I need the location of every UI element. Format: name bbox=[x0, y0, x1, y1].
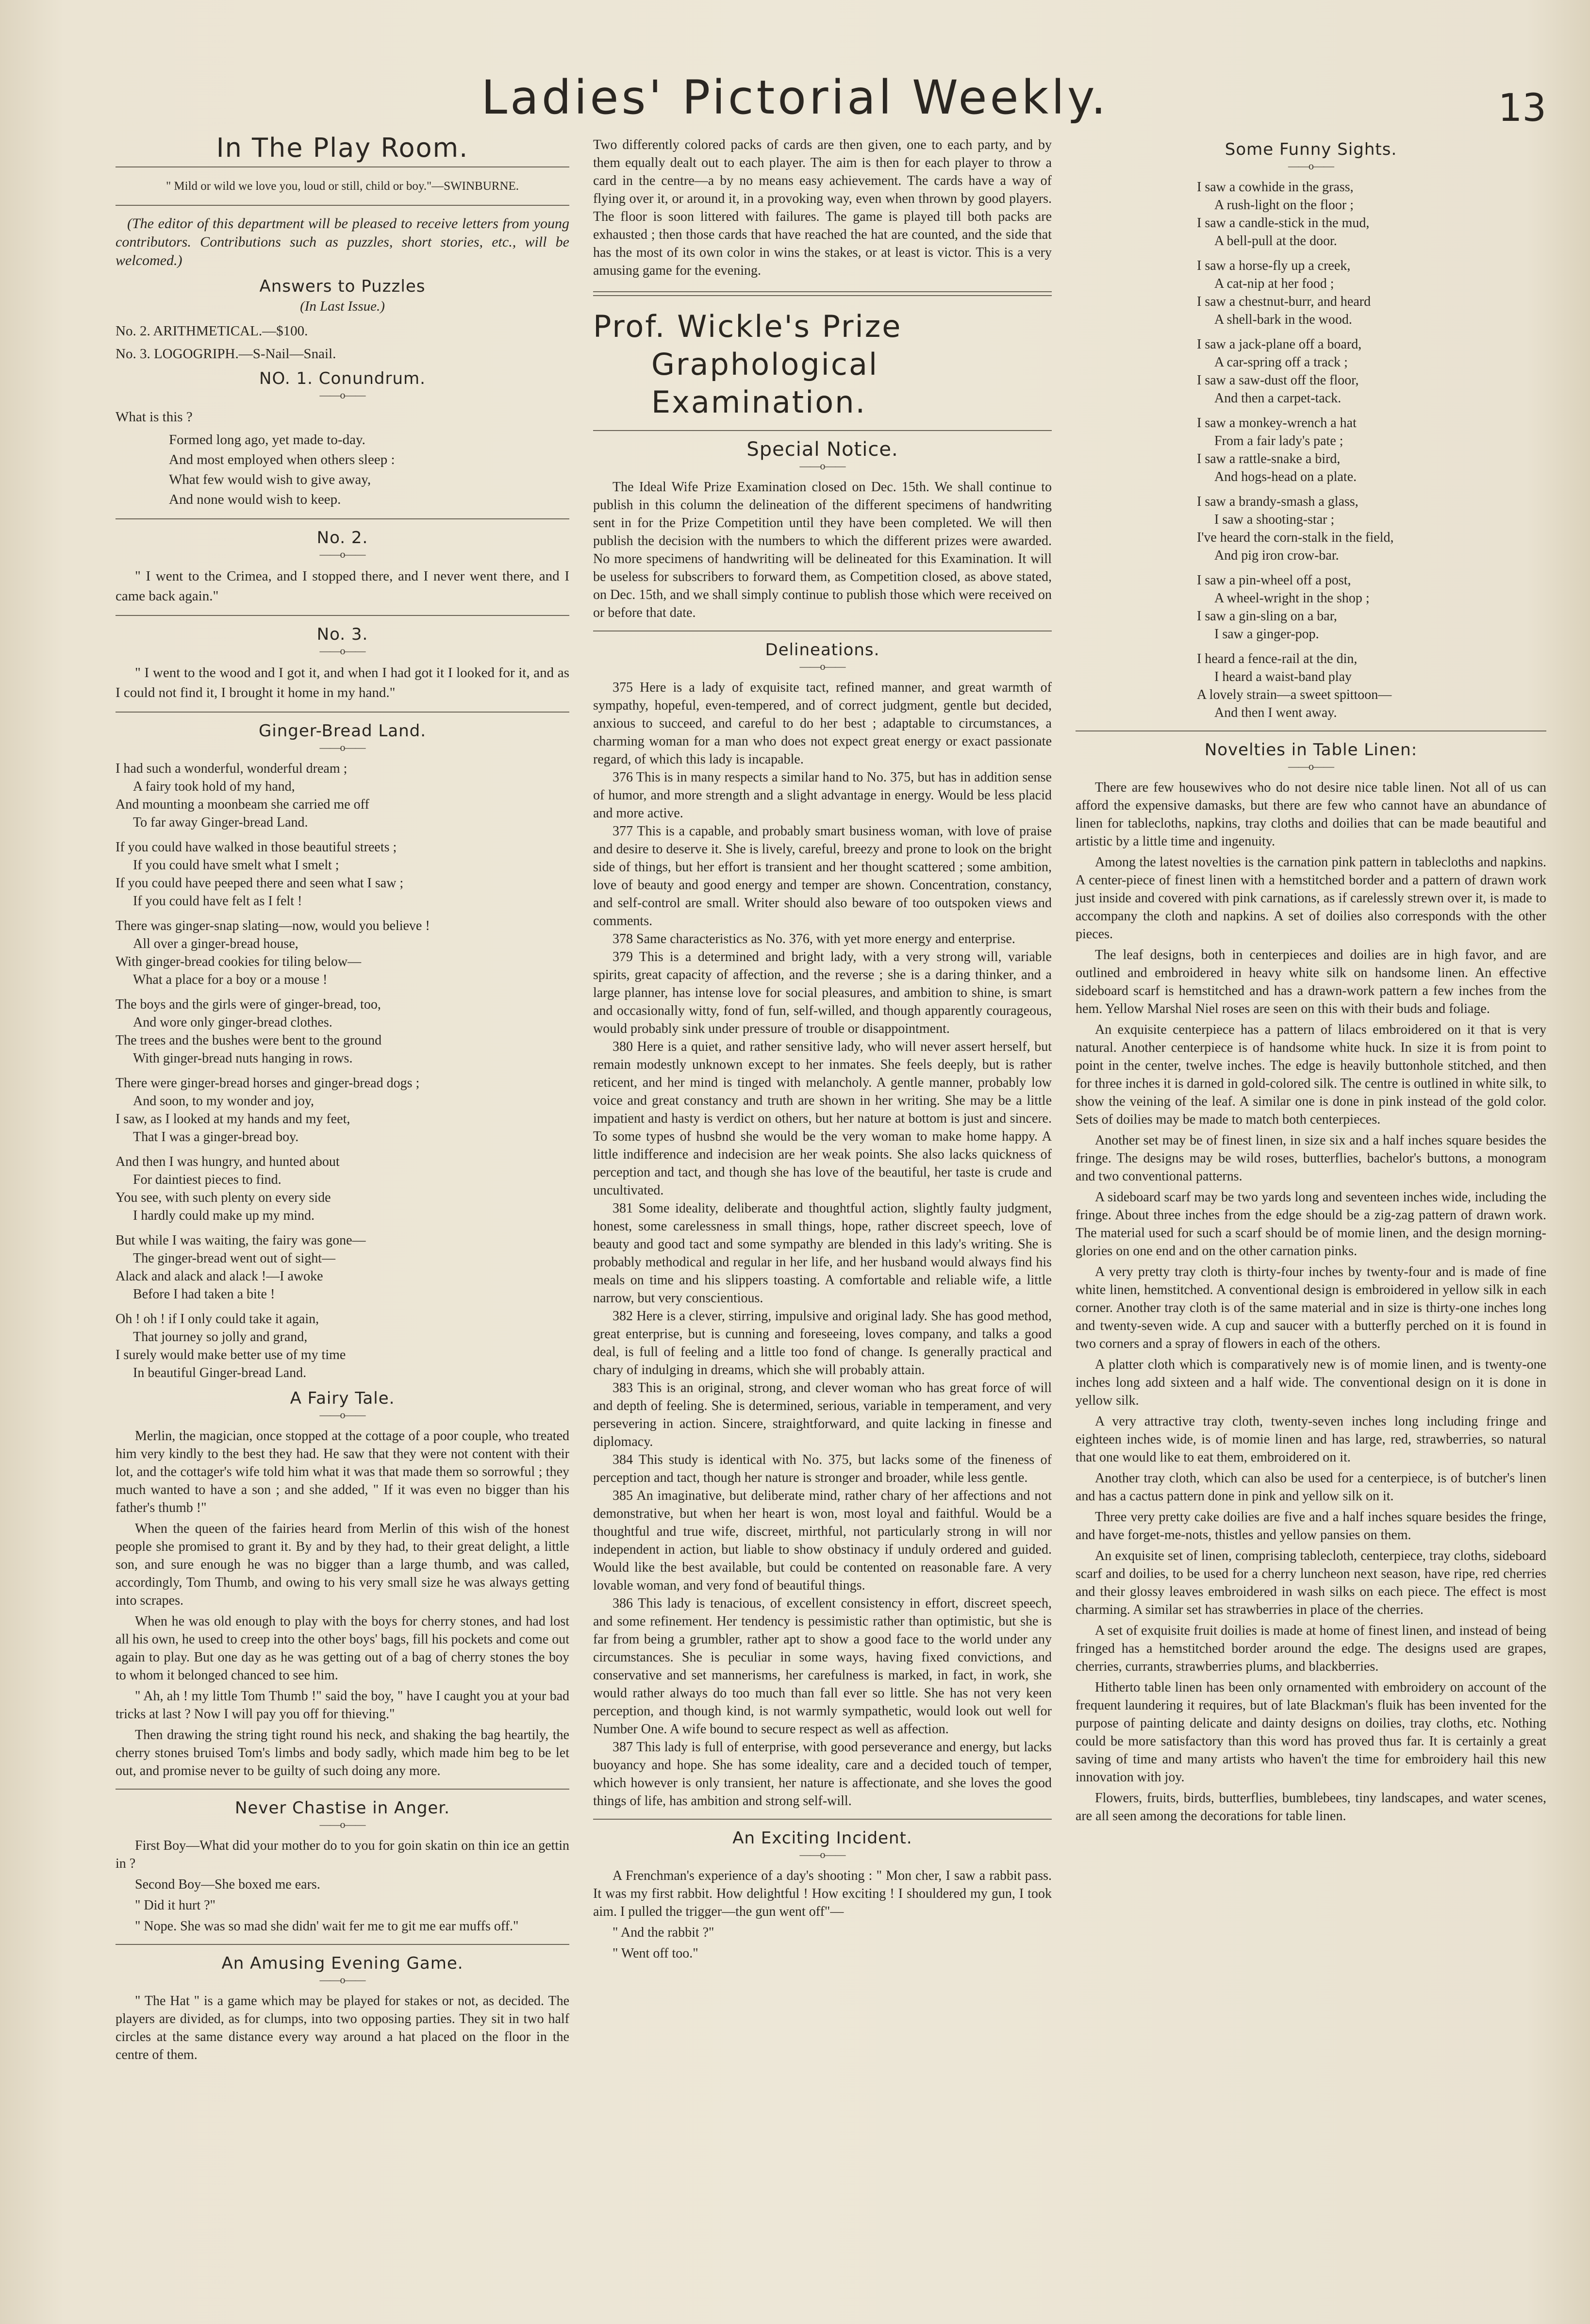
stanza bbox=[1197, 650, 1546, 722]
exciting-incident-body bbox=[593, 1867, 1052, 1962]
verse-line: That journey so jolly and grand, bbox=[133, 1329, 308, 1345]
ornament: ——o—— bbox=[799, 660, 845, 672]
stanza bbox=[116, 838, 569, 910]
ornament: ——o—— bbox=[319, 1818, 365, 1830]
answers-subtitle: (In Last Issue.) bbox=[300, 299, 385, 314]
conundrum-2-title: No. 2. bbox=[316, 528, 368, 548]
dialogue-line: " Nope. She was so mad she didn' wait fer me to git me ear muffs off." bbox=[135, 1919, 519, 1934]
verse-line: And most employed when others sleep : bbox=[169, 452, 395, 467]
dialogue-line: " Did it hurt ?" bbox=[135, 1898, 215, 1913]
stanza bbox=[1197, 335, 1546, 407]
verse-line: A shell-bark in the wood. bbox=[1214, 312, 1352, 327]
verse-line: And hogs-head on a plate. bbox=[1214, 469, 1357, 484]
stanza bbox=[1197, 257, 1546, 329]
linen-para: There are few housewives who do not desire nice table linen. Not all of us can afford the expensive damasks, but there are few who cannot have an abundance of linen for tablecloths, napkins, tray cloths and doilies that can be made beautiful and artistic by a little time and ingenuity. bbox=[1076, 780, 1546, 849]
answer-line: No. 3. LOGOGRIPH.—S-Nail—Snail. bbox=[116, 346, 336, 362]
linen-para: An exquisite centerpiece has a pattern of lilacs embroidered on it that is very natural. Another centerpiece is of handsome white huck. In size it is from point to point in the center, twelve inches. The edge is heavily buttonhole stitched, and then for three inches it is darned in gold-colored silk. The centre is outlined in white silk, to show the veining of the leaf. A similar one is done in pink instead of the gold color. Sets of doilies may be made to match both centerpieces. bbox=[1076, 1022, 1546, 1127]
verse-line: A bell-pull at the door. bbox=[1214, 233, 1337, 249]
divider bbox=[593, 430, 1052, 431]
wickle-title-line2: Graphological Examination. bbox=[651, 347, 879, 420]
column-left bbox=[116, 133, 569, 2067]
verse-line: And none would wish to keep. bbox=[169, 492, 341, 507]
verse-line: The ginger-bread went out of sight— bbox=[133, 1251, 335, 1266]
linen-para: The leaf designs, both in centerpieces and doilies are in high favor, and are outlined and embroidered in heavy white silk on handsome linen. An effective sideboard scarf is hemstitched and has a drawn-work pattern a few inches from the hem. Yellow Marshal Niel roses are seen on this with their buds and foliage. bbox=[1076, 947, 1546, 1016]
verse-line: There were ginger-bread horses and ginger-bread dogs ; bbox=[116, 1076, 420, 1091]
stanza bbox=[116, 760, 569, 831]
verse-line: I saw a cowhide in the grass, bbox=[1197, 180, 1354, 195]
stanza bbox=[116, 996, 569, 1067]
delineations-title: Delineations. bbox=[765, 640, 880, 660]
linen-para: Hitherto table linen has been only ornamented with embroidery on account of the frequent laundering it requires, but of late Blackman's fluik has been invented for the purpose of painting delicate and dainty designs on doilies, tray cloths, etc. Nothing could be more satisfactory than this word has proved thus far. It is certainly a great saving of time and many artists who haven't the time for embroidery hail this new innovation with joy. bbox=[1076, 1680, 1546, 1785]
evening-game-title: An Amusing Evening Game. bbox=[221, 1954, 464, 1973]
stanza bbox=[116, 1074, 569, 1146]
fairy-tale-body bbox=[116, 1427, 569, 1780]
story-para: " And the rabbit ?" bbox=[613, 1925, 714, 1940]
verse-line: And then I went away. bbox=[1214, 705, 1337, 720]
divider bbox=[116, 166, 569, 167]
divider bbox=[116, 1944, 569, 1945]
verse-line: If you could have peeped there and seen what I saw ; bbox=[116, 876, 404, 891]
ornament: ——o—— bbox=[319, 1409, 365, 1421]
page-number: 13 bbox=[1498, 86, 1546, 130]
linen-para: A set of exquisite fruit doilies is made at home of finest linen, and instead of being fringed has a hemstitched border around the edge. The designs used are grapes, cherries, currants, strawberries plums, and blackberries. bbox=[1076, 1623, 1546, 1674]
verse-line: I saw a shooting-star ; bbox=[1214, 512, 1335, 527]
verse-line: A wheel-wright in the shop ; bbox=[1214, 591, 1370, 606]
conundrum-verse bbox=[116, 430, 569, 510]
verse-line: A rush-light on the floor ; bbox=[1214, 198, 1354, 213]
fairy-tale-title: A Fairy Tale. bbox=[290, 1389, 395, 1408]
verse-line: And pig iron crow-bar. bbox=[1214, 548, 1339, 563]
delineation-entry: 383 This is an original, strong, and clever woman who has great force of will and depth of feeling. She is determined, serious, variable in temperament, and very persevering in action. Sincere, straightforward, and quite lacking in finesse and diplomacy. bbox=[593, 1380, 1052, 1449]
fairy-tale-para: When the queen of the fairies heard from Merlin of this wish of the honest people she promised to grant it. By and by they had, to their great delight, a little son, and sure enough he was no bigger than a large thumb, and was called, accordingly, Tom Thumb, and owing to his very small size he was always getting into scrapes. bbox=[116, 1521, 569, 1608]
gingerbread-poem bbox=[116, 760, 569, 1382]
verse-line: I saw a horse-fly up a creek, bbox=[1197, 258, 1351, 273]
fairy-tale-para: Then drawing the string tight round his neck, and shaking the bag heartily, the cherry stones bruised Tom's limbs and body sadly, which made him beg to be let out, and promise never to be guilty of such doing any more. bbox=[116, 1727, 569, 1778]
conundrum-3-title: No. 3. bbox=[316, 625, 368, 644]
linen-para: A very attractive tray cloth, twenty-seven inches long including fringe and eighteen inches wide, is of momie linen and has large, red, strawberries, so natural that one would like to eat them, embroidered on it. bbox=[1076, 1414, 1546, 1465]
play-room-motto: " Mild or wild we love you, loud or still, child or boy."—SWINBURNE. bbox=[166, 180, 519, 193]
verse-line: I saw a ginger-pop. bbox=[1214, 627, 1319, 642]
chastise-body bbox=[116, 1837, 569, 1935]
verse-line: A fairy took hold of my hand, bbox=[133, 779, 295, 794]
ornament: ——o—— bbox=[319, 741, 365, 753]
play-room-title: In The Play Room. bbox=[216, 133, 469, 163]
divider bbox=[116, 1789, 569, 1790]
stanza bbox=[116, 1310, 569, 1382]
funny-sights-poem bbox=[1076, 178, 1546, 722]
verse-line: That I was a ginger-bread boy. bbox=[133, 1129, 299, 1145]
stanza bbox=[1197, 414, 1546, 486]
fairy-tale-para: " Ah, ah ! my little Tom Thumb !" said the boy, " have I caught you at your bad tricks at last ? Now I will pay you off for thieving." bbox=[116, 1689, 569, 1722]
linen-para: Three very pretty cake doilies are five and a half inches square besides the fringe, and have forget-me-nots, thistles and yellow pansies on them. bbox=[1076, 1510, 1546, 1543]
divider bbox=[1076, 730, 1546, 731]
wickle-title-line1: Prof. Wickle's Prize bbox=[593, 309, 902, 344]
linen-para: A very pretty tray cloth is thirty-four inches by twenty-four and is made of fine white linen, hemstitched. A conventional design is embroidered in yellow silk in each corner. Another tray cloth is of the same material and in size is thirty-one inches long and twenty-seven wide. A cup and saucer with a butterfly perched on it is found in two corners and a spray of flowers in each of the others. bbox=[1076, 1264, 1546, 1351]
verse-line: What few would wish to give away, bbox=[169, 472, 371, 487]
delineation-entry: 386 This lady is tenacious, of excellent consistency in effort, discreet speech, and some refinement. Her tendency is pessimistic rather than optimistic, but she is far from being a grumbler, rather apt to show a good face to the world under any circumstances. She is peculiar in some ways, having fixed convictions, and conservative and set mannerisms, her carefulness is marked, in fact, in work, she would rather always do too much than fall ever so little. She has not very keen perception, and though kind, is not warmly sympathetic, would look out well for Number One. A wife bound to secure respect as well as affection. bbox=[593, 1596, 1052, 1737]
linen-para: Among the latest novelties is the carnation pink pattern in tablecloths and napkins. A center-piece of finest linen with a hemstitched border and a pattern of drawn work just inside and covered with pink carnations, as if carelessly strewn over it, is made to accompany the cloth and napkins. A set of doilies also corresponds with the other pieces. bbox=[1076, 855, 1546, 942]
delineation-entry: 380 Here is a quiet, and rather sensitive lady, who will never assert herself, but remain modestly unknown except to her inmates. She feels deeply, but is rather reticent, and her mind is tinged with melancholy. A gentle manner, probably low voice and great constancy and truth are shown in her writing. She may be a little impatient and hasty is verdict on others, but her nature at bottom is just and sincere. To some types of husbnd she would be the very woman to make home happy. A little indifference and indecision are her weak points. She also lacks quickness of perception and tact, and though she has love of the beautiful, her taste is crude and uncultivated. bbox=[593, 1039, 1052, 1198]
linen-body bbox=[1076, 779, 1546, 1825]
linen-title: Novelties in Table Linen: bbox=[1204, 740, 1418, 760]
verse-line: And wore only ginger-bread clothes. bbox=[133, 1015, 332, 1030]
conundrum-2-text: " I went to the Crimea, and I stopped there, and I never went there, and I came back again." bbox=[116, 568, 569, 604]
divider bbox=[116, 518, 569, 519]
verse-line: I saw a chestnut-burr, and heard bbox=[1197, 294, 1371, 309]
verse-line: Formed long ago, yet made to-day. bbox=[169, 432, 365, 448]
verse-line: I heard a fence-rail at the din, bbox=[1197, 651, 1358, 666]
chastise-title: Never Chastise in Anger. bbox=[234, 1798, 450, 1818]
stanza bbox=[1197, 178, 1546, 250]
fairy-tale-para: Merlin, the magician, once stopped at the cottage of a poor couple, who treated him very kindly to the best they had. He saw that they were not content with their lot, and the cottager's wife told him what it was that made them so sorrowful ; they much wanted to have a son ; and she added, " If it was even no bigger than his father's thumb !" bbox=[116, 1428, 569, 1515]
verse-line: But while I was waiting, the fairy was gone— bbox=[116, 1233, 366, 1248]
ornament: ——o—— bbox=[319, 548, 365, 560]
fairy-tale-para: When he was old enough to play with the boys for cherry stones, and had lost all his own, he used to creep into the other boys' bags, fill his pockets and come out again to play. But one day as he was getting out of a bag of cherry stones the boy to whom it belonged chanced to see him. bbox=[116, 1614, 569, 1683]
verse-line: If you could have smelt what I smelt ; bbox=[133, 858, 339, 873]
delineation-entry: 379 This is a determined and bright lady, with a very strong will, variable spirits, great capacity of affection, and the reverse ; she is a daring thinker, and a large planner, has intense love for social pleasures, and ambition to shine, is smart and occasionally witty, fond of fun, self-willed, and though apparently courageous, would probably sink under pressure of trouble or disappointment. bbox=[593, 949, 1052, 1036]
verse-line: I saw a pin-wheel off a post, bbox=[1197, 573, 1351, 588]
linen-para: A sideboard scarf may be two yards long and seventeen inches wide, including the fringe. About three inches from the edge should be a zig-zag pattern of drawn work. The material used for such a scarf should be of momie linen, and the design morning-glories on one end and on the other carnation pinks. bbox=[1076, 1190, 1546, 1259]
ornament: ——o—— bbox=[1288, 160, 1334, 172]
verse-line: Alack and alack and alack !—I awoke bbox=[116, 1269, 323, 1284]
verse-line: I saw a candle-stick in the mud, bbox=[1197, 216, 1370, 231]
story-para: " Went off too." bbox=[613, 1946, 698, 1961]
divider bbox=[116, 615, 569, 616]
verse-line: To far away Ginger-bread Land. bbox=[133, 815, 308, 830]
column-middle bbox=[593, 136, 1052, 1965]
verse-line: I saw a saw-dust off the floor, bbox=[1197, 373, 1359, 388]
delineation-entry: 382 Here is a clever, stirring, impulsive and original lady. She has good method, great enterprise, but is cunning and foreseeing, loves company, and talks a good deal, is full of feeling and a little too fond of change. Is generally practical and chary of indulging in dreams, which she will probably attain. bbox=[593, 1309, 1052, 1378]
stanza bbox=[1197, 571, 1546, 643]
verse-line: A car-spring off a track ; bbox=[1214, 355, 1348, 370]
verse-line: I heard a waist-band play bbox=[1214, 669, 1352, 684]
special-notice-title: Special Notice. bbox=[746, 438, 898, 461]
conundrum-title: NO. 1. Conundrum. bbox=[259, 369, 426, 388]
delineation-entry: 381 Some ideality, deliberate and thoughtful action, slightly faulty judgment, honest, some carelessness in small things, hope, rather discreet speech, love of beauty and good tact and some sympathy are blended in this lady's writing. She is probably methodical and regular in her life, and her husband would always find his meals on time and his slippers toasting. A comfortable and reliable wife, a little narrow, but very conscientious. bbox=[593, 1201, 1052, 1306]
verse-line: Oh ! oh ! if I only could take it again, bbox=[116, 1311, 319, 1327]
answers-title: Answers to Puzzles bbox=[259, 277, 426, 296]
linen-para: A platter cloth which is comparatively new is of momie linen, and is twenty-one inches long add sixteen and a half wide. The conventional design on it is done in yellow silk. bbox=[1076, 1357, 1546, 1408]
story-para: A Frenchman's experience of a day's shooting : " Mon cher, I saw a rabbit pass. It was my first rabbit. How delightful ! How exciting ! I shouldered my gun, I took aim. I pulled the trigger—the gun went off"— bbox=[593, 1868, 1052, 1919]
verse-line: You see, with such plenty on every side bbox=[116, 1190, 331, 1205]
column-right bbox=[1076, 136, 1546, 1828]
linen-para: Another set may be of finest linen, in size six and a half inches square besides the fringe. The designs may be wild roses, butterflies, bachelor's buttons, a monogram and two conventional patterns. bbox=[1076, 1133, 1546, 1184]
verse-line: With ginger-bread cookies for tiling below— bbox=[116, 954, 362, 969]
verse-line: What a place for a boy or a mouse ! bbox=[133, 972, 328, 987]
divider bbox=[593, 1819, 1052, 1820]
dialogue-line: First Boy—What did your mother do to you for goin skatin on thin ice an gettin in ? bbox=[116, 1838, 569, 1871]
funny-sights-title: Some Funny Sights. bbox=[1225, 140, 1397, 159]
divider bbox=[116, 712, 569, 713]
verse-line: I saw a brandy-smash a glass, bbox=[1197, 494, 1358, 509]
linen-para: Another tray cloth, which can also be used for a centerpiece, is of butcher's linen and has a cactus pattern done in pink and yellow silk on it. bbox=[1076, 1471, 1546, 1504]
stanza bbox=[1197, 493, 1546, 564]
delineation-entry: 385 An imaginative, but deliberate mind, rather chary of her affections and not demonstrative, but when her heart is won, most loyal and faithful. Would be a thoughtful and true wife, discreet, mirthful, not particularly strong in will nor independent in action, but liable to show obstinacy if unduly ordered and guided. Would like the best available, but could be contented on reasonable fare. A very lovable woman, and very fond of beautiful things. bbox=[593, 1488, 1052, 1593]
verse-line: And then a carpet-tack. bbox=[1214, 391, 1342, 406]
verse-line: If you could have felt as I felt ! bbox=[133, 894, 302, 909]
verse-line: From a fair lady's pate ; bbox=[1214, 433, 1343, 448]
verse-line: A lovely strain—a sweet spittoon— bbox=[1197, 687, 1392, 702]
answer-line: No. 2. ARITHMETICAL.—$100. bbox=[116, 323, 308, 339]
divider bbox=[116, 205, 569, 206]
conundrum-question: What is this ? bbox=[116, 409, 193, 425]
verse-line: I surely would make better use of my time bbox=[116, 1347, 346, 1362]
ornament: ——o—— bbox=[1288, 760, 1334, 772]
delineation-entry: 375 Here is a lady of exquisite tact, refined manner, and great warmth of sympathy, hopeful, even-tempered, and of correct judgment, gentle but decided, anxious to succeed, and careful to do her best ; adaptable to circumstances, a charming woman for a man who does not expect great energy or exact passionate regard, of which this lady is incapable. bbox=[593, 680, 1052, 767]
verse-line: There was ginger-snap slating—now, would you believe ! bbox=[116, 918, 430, 933]
verse-line: All over a ginger-bread house, bbox=[133, 936, 298, 951]
masthead-title: Ladies' Pictorial Weekly. bbox=[481, 70, 1109, 125]
verse-line: For daintiest pieces to find. bbox=[133, 1172, 282, 1187]
evening-game-para: Two differently colored packs of cards are then given, one to each party, and by them equally dealt out to each player. The aim is then for each player to throw a card in the centre—a by no means easy achievement. The cards have a way of flying over it, or around it, in a provoking way, even when thrown by good players. The floor is soon littered with failures. The game is played till both packs are exhausted ; then those cards that have reached the hat are counted, and the side that has the most of its own color in wins the stakes, or at least is victor. This is a very amusing game for the evening. bbox=[593, 137, 1052, 278]
verse-line: I saw a jack-plane off a board, bbox=[1197, 337, 1362, 352]
delineations-list bbox=[593, 679, 1052, 1810]
delineation-entry: 378 Same characteristics as No. 376, with yet more energy and enterprise. bbox=[613, 931, 1015, 946]
verse-line: The trees and the bushes were bent to the ground bbox=[116, 1033, 382, 1048]
stanza bbox=[116, 917, 569, 989]
delineation-entry: 376 This is in many respects a similar hand to No. 375, but has in addition sense of humor, and more strength and a slight advantage in energy. Would be less placid and more active. bbox=[593, 770, 1052, 821]
verse-line: And then I was hungry, and hunted about bbox=[116, 1154, 340, 1169]
verse-line: I saw a monkey-wrench a hat bbox=[1197, 415, 1357, 431]
conundrum-3-text: " I went to the wood and I got it, and when I had got it I looked for it, and as I could not find it, I brought it home in my hand." bbox=[116, 665, 569, 700]
delineation-entry: 384 This study is identical with No. 375, but lacks some of the fineness of perception and tact, though her nature is stronger and broader, while less gentle. bbox=[593, 1452, 1052, 1485]
delineation-entry: 387 This lady is full of enterprise, with good perseverance and energy, but lacks buoyancy and hope. She has some ideality, care and a decided touch of temper, which however is only transient, her nature is affectionate, and she loves the good things of life, has ambition and strong self-will. bbox=[593, 1740, 1052, 1809]
verse-line: I had such a wonderful, wonderful dream ; bbox=[116, 761, 348, 776]
verse-line: I hardly could make up my mind. bbox=[133, 1208, 315, 1223]
verse-line: And soon, to my wonder and joy, bbox=[133, 1094, 315, 1109]
verse-line: The boys and the girls were of ginger-bread, too, bbox=[116, 997, 381, 1012]
linen-para: An exquisite set of linen, comprising tablecloth, centerpiece, tray cloths, sideboard scarf and doilies, to be used for a cherry luncheon next season, have ripe, red cherries and their glossy leaves embroidered in wash silks on each piece. The effect is most charming. A similar set has strawberries in place of the cherries. bbox=[1076, 1548, 1546, 1617]
evening-game-para: " The Hat " is a game which may be played for stakes or not, as decided. The players are divided, as for clumps, into two opposing parties. They sit in two half circles at the same distance every way around a hat placed on the floor in the centre of them. bbox=[116, 1993, 569, 2062]
verse-line: In beautiful Ginger-bread Land. bbox=[133, 1365, 307, 1380]
ornament: ——o—— bbox=[319, 645, 365, 657]
exciting-incident-title: An Exciting Incident. bbox=[732, 1828, 912, 1848]
verse-line: A cat-nip at her food ; bbox=[1214, 276, 1334, 291]
verse-line: I've heard the corn-stalk in the field, bbox=[1197, 530, 1394, 545]
dialogue-line: Second Boy—She boxed me ears. bbox=[135, 1877, 320, 1892]
stanza bbox=[116, 1231, 569, 1303]
verse-line: I saw a rattle-snake a bird, bbox=[1197, 451, 1341, 466]
linen-para: Flowers, fruits, birds, butterflies, bumblebees, tiny landscapes, and water scenes, are all seen among the decorations for table linen. bbox=[1076, 1791, 1546, 1824]
special-notice-text: The Ideal Wife Prize Examination closed on Dec. 15th. We shall continue to publish in this column the delineation of the different specimens of handwriting sent in for the Prize Competition until they have been completed. We will then publish the decision with the numbers to which the different prizes were awarded. No more specimens of handwriting will be delineated for this Examination. It will be useless for subscribers to forward them, as Competition closed, as above stated, on Dec. 15th, and we shall simply continue to publish those which were received on or before that date. bbox=[593, 480, 1052, 620]
delineation-entry: 377 This is a capable, and probably smart business woman, with love of praise and desire to deserve it. She is lively, careful, breezy and prone to look on the bright side of things, but her effort is transient and her thought scattered ; some ambition, love of beauty and good energy and temper are shown. Concentration, constancy, and self-control are small. Writer should also beware of too outspoken views and comments. bbox=[593, 824, 1052, 929]
verse-line: I saw a gin-sling on a bar, bbox=[1197, 609, 1337, 624]
verse-line: And mounting a moonbeam she carried me off bbox=[116, 797, 369, 812]
stanza bbox=[116, 1153, 569, 1225]
verse-line: I saw, as I looked at my hands and my feet, bbox=[116, 1112, 350, 1127]
double-rule bbox=[593, 291, 1052, 296]
ornament: ——o—— bbox=[799, 1848, 845, 1860]
ornament: ——o—— bbox=[799, 460, 845, 472]
ornament: ——o—— bbox=[319, 389, 365, 401]
verse-line: If you could have walked in those beautiful streets ; bbox=[116, 840, 397, 855]
ornament: ——o—— bbox=[319, 1974, 365, 1986]
verse-line: Before I had taken a bite ! bbox=[133, 1287, 275, 1302]
gingerbread-title: Ginger-Bread Land. bbox=[258, 721, 427, 741]
editor-note: (The editor of this department will be pleased to receive letters from young contributors. Contributions such as puzzles, short stories, etc., will be welcomed.) bbox=[116, 216, 569, 268]
verse-line: With ginger-bread nuts hanging in rows. bbox=[133, 1051, 353, 1066]
